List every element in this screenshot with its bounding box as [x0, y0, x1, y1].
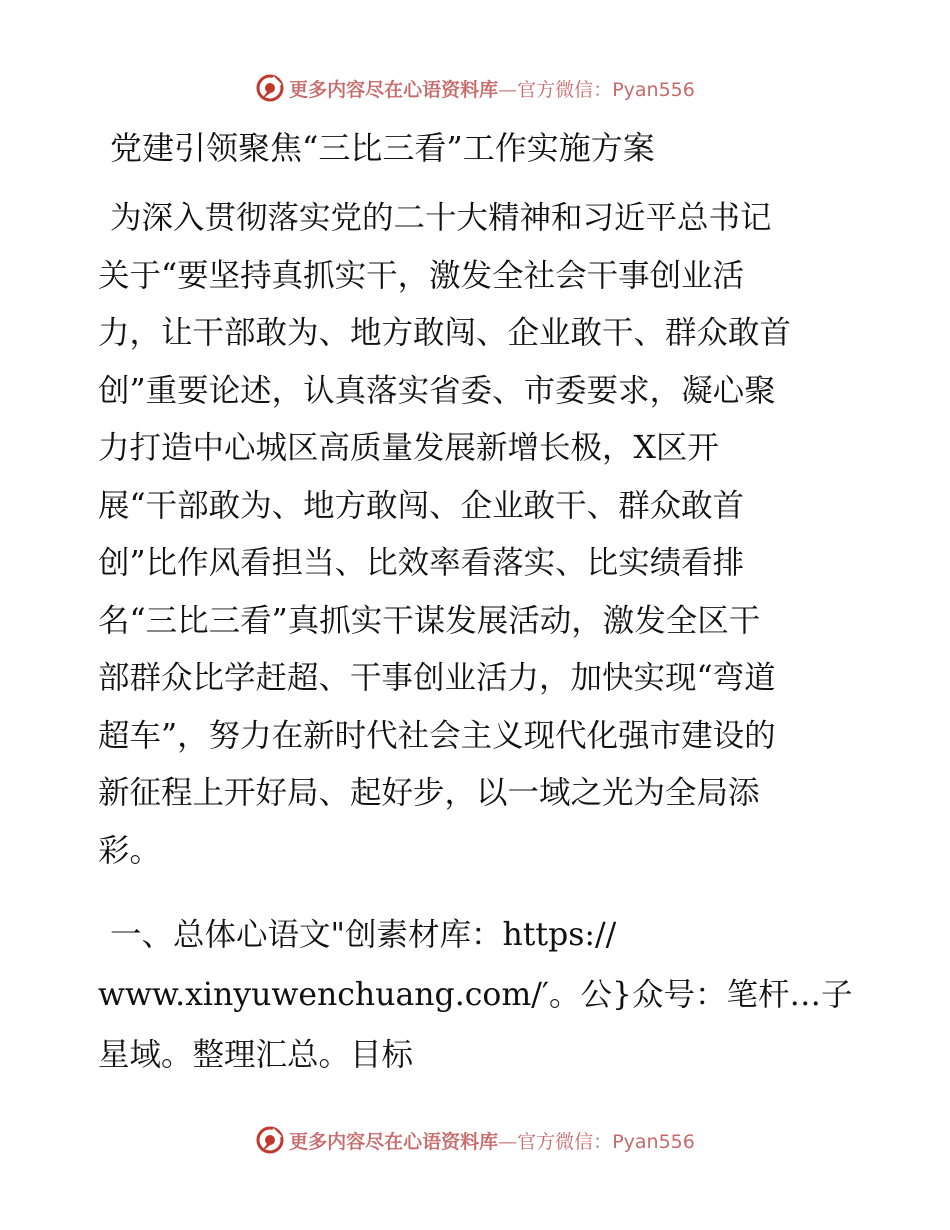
banner-wechat-id: Pyan556 [612, 1130, 695, 1153]
paragraph-line: 展“干部敢为、地方敢闯、企业敢干、群众敢首 [98, 487, 745, 524]
pen-logo-icon [255, 1125, 285, 1155]
pen-logo-icon [255, 73, 285, 103]
banner-wechat-label: 官方微信： [517, 1130, 613, 1153]
paragraph-line: 彩。 [98, 832, 162, 869]
paragraph-line: 力打造中心城区高质量发展新增长极，X区开 [98, 430, 719, 466]
intro-paragraph [98, 190, 858, 880]
document-title: 党建引领聚焦“三比三看”工作实施方案 [110, 129, 655, 167]
footer-banner [0, 1118, 950, 1162]
banner-wechat-id: Pyan556 [612, 78, 695, 101]
paragraph-line: 超车”，努力在新时代社会主义现代化强市建设的 [98, 717, 776, 754]
paragraph-line: 创”重要论述，认真落实省委、市委要求，凝心聚 [98, 372, 776, 409]
section-line: 一、总体心语文"创素材库：https:// [110, 917, 617, 953]
banner-dash: — [498, 78, 518, 101]
banner-lead-text: 更多内容尽在心语资料库 [289, 78, 499, 101]
banner-lead-text: 更多内容尽在心语资料库 [289, 1130, 499, 1153]
section-line: www.xinyuwenchuang.com/′。公}众号：笔杆…子 [98, 977, 853, 1013]
paragraph-line: 名“三比三看”真抓实干谋发展活动，激发全区干 [98, 602, 761, 639]
header-banner [0, 66, 950, 110]
paragraph-line: 部群众比学赶超、干事创业活力，加快实现“弯道 [98, 660, 776, 696]
section-heading [98, 905, 858, 1085]
paragraph-line: 力，让干部敢为、地方敢闯、企业敢干、群众敢首 [98, 315, 792, 351]
banner-wechat-label: 官方微信： [517, 78, 613, 101]
paragraph-line: 关于“要坚持真抓实干，激发全社会干事创业活 [98, 257, 745, 294]
paragraph-line: 为深入贯彻落实党的二十大精神和习近平总书记 [110, 200, 772, 236]
paragraph-line: 创”比作风看担当、比效率看落实、比实绩看排 [98, 545, 745, 581]
banner-dash: — [498, 1130, 518, 1153]
paragraph-line: 新征程上开好局、起好步，以一域之光为全局添 [98, 775, 760, 811]
section-line: 星域。整理汇总。目标 [98, 1037, 414, 1073]
